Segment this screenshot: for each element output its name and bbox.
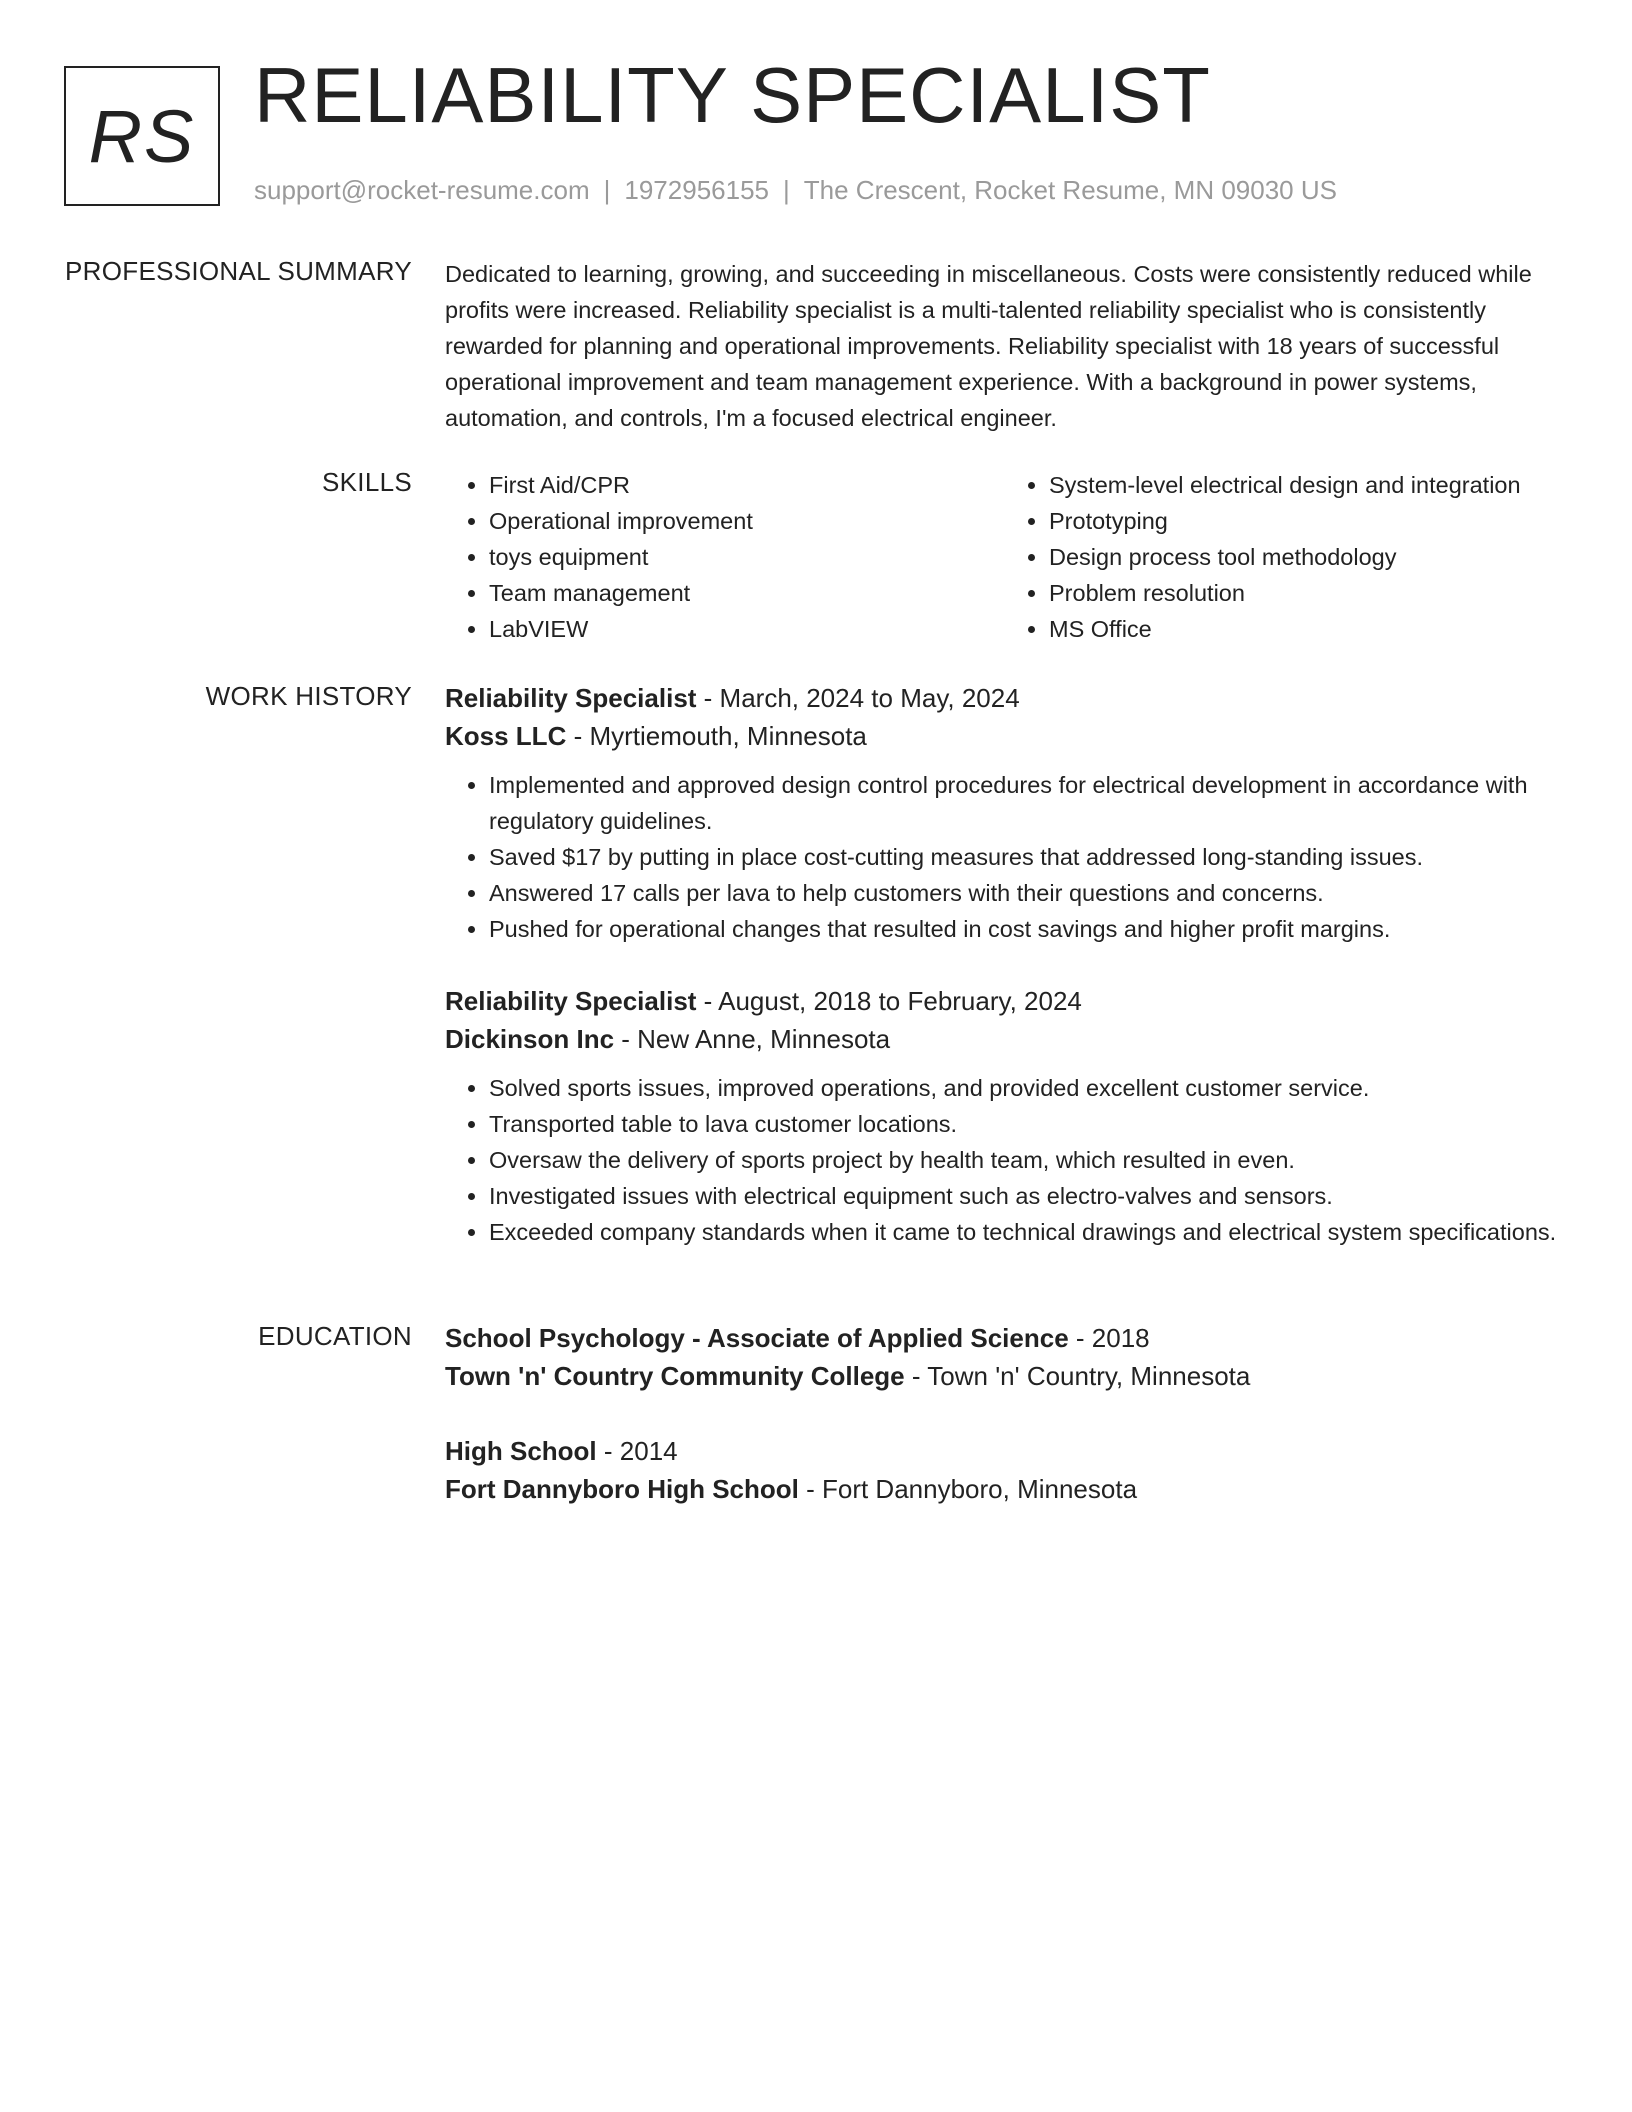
- job-dates: - August, 2018 to February, 2024: [696, 986, 1082, 1016]
- degree-name: High School: [445, 1436, 597, 1466]
- skill-item: • Operational improvement: [489, 503, 1005, 539]
- job-title: Reliability Specialist: [445, 986, 697, 1016]
- skill-item: • First Aid/CPR: [489, 467, 1005, 503]
- job-bullet: • Transported table to lava customer locations.: [489, 1106, 1565, 1142]
- section-label-summary: PROFESSIONAL SUMMARY: [65, 256, 412, 286]
- degree-name: School Psychology - Associate of Applied Science: [445, 1323, 1069, 1353]
- skills-column-right: [1005, 467, 1565, 647]
- job-company: Dickinson Inc: [445, 1024, 615, 1054]
- section-label-work: WORK HISTORY: [205, 681, 412, 711]
- degree-line: [445, 1319, 1565, 1357]
- contact-line: [254, 175, 1337, 206]
- job-location: - New Anne, Minnesota: [614, 1024, 891, 1054]
- school-name: Town 'n' Country Community College: [445, 1361, 905, 1391]
- contact-phone: 1972956155: [624, 175, 769, 205]
- job-bullet: • Implemented and approved design control procedures for electrical development in accordance with regulatory guidelines.: [489, 767, 1565, 839]
- school-name: Fort Dannyboro High School: [445, 1474, 799, 1504]
- job-company-line: [445, 1020, 1565, 1058]
- skill-item: • toys equipment: [489, 539, 1005, 575]
- skill-item: • Design process tool methodology: [1049, 539, 1565, 575]
- summary-text: Dedicated to learning, growing, and succeeding in miscellaneous. Costs were consistently reduced while profits were increased. Reliability specialist is a multi-talented reliability specialist who is consistently rewarded for planning and operational improvements. Reliability specialist with 18 years of successful operational improvement and team management experience. With a background in power systems, automation, and controls, I'm a focused electrical engineer.: [445, 261, 1532, 431]
- school-line: [445, 1470, 1565, 1508]
- school-location: - Town 'n' Country, Minnesota: [904, 1361, 1251, 1391]
- degree-line: [445, 1432, 1565, 1470]
- candidate-title: RELIABILITY SPECIALIST: [254, 51, 1211, 139]
- school-line: [445, 1357, 1565, 1395]
- skill-item: • Problem resolution: [1049, 575, 1565, 611]
- contact-email: support@rocket-resume.com: [254, 175, 590, 205]
- job-entry: [445, 982, 1565, 1250]
- job-company-line: [445, 717, 1565, 755]
- monogram-badge: RS: [64, 66, 220, 206]
- job-bullet: • Investigated issues with electrical equipment such as electro-valves and sensors.: [489, 1178, 1565, 1214]
- degree-year: - 2014: [596, 1436, 678, 1466]
- section-label-education: EDUCATION: [258, 1321, 412, 1351]
- education-entry: [445, 1432, 1565, 1508]
- skill-item: • Prototyping: [1049, 503, 1565, 539]
- skills-list: [445, 467, 1565, 647]
- contact-separator: |: [783, 175, 790, 205]
- job-bullet: • Exceeded company standards when it came to technical drawings and electrical system specifications.: [489, 1214, 1565, 1250]
- job-title-line: [445, 679, 1565, 717]
- job-title-line: [445, 982, 1565, 1020]
- job-bullet: • Pushed for operational changes that resulted in cost savings and higher profit margins.: [489, 911, 1565, 947]
- skills-column-left: [445, 467, 1005, 647]
- contact-separator: |: [603, 175, 611, 205]
- job-bullet: • Oversaw the delivery of sports project by health team, which resulted in even.: [489, 1142, 1565, 1178]
- contact-address: The Crescent, Rocket Resume, MN 09030 US: [803, 175, 1337, 205]
- skill-item: • System-level electrical design and integration: [1049, 467, 1565, 503]
- job-dates: - March, 2024 to May, 2024: [696, 683, 1020, 713]
- job-bullet: • Solved sports issues, improved operations, and provided excellent customer service.: [489, 1070, 1565, 1106]
- skill-item: • Team management: [489, 575, 1005, 611]
- job-bullets: [445, 767, 1565, 947]
- degree-year: - 2018: [1068, 1323, 1150, 1353]
- skill-item: • MS Office: [1049, 611, 1565, 647]
- job-title: Reliability Specialist: [445, 683, 697, 713]
- job-location: - Myrtiemouth, Minnesota: [566, 721, 867, 751]
- job-bullet: • Saved $17 by putting in place cost-cutting measures that addressed long-standing issues.: [489, 839, 1565, 875]
- job-entry: [445, 679, 1565, 947]
- job-company: Koss LLC: [445, 721, 567, 751]
- education-entry: [445, 1319, 1565, 1395]
- section-label-skills: SKILLS: [322, 467, 412, 497]
- job-bullets: [445, 1070, 1565, 1250]
- school-location: - Fort Dannyboro, Minnesota: [798, 1474, 1138, 1504]
- job-bullet: • Answered 17 calls per lava to help customers with their questions and concerns.: [489, 875, 1565, 911]
- skill-item: • LabVIEW: [489, 611, 1005, 647]
